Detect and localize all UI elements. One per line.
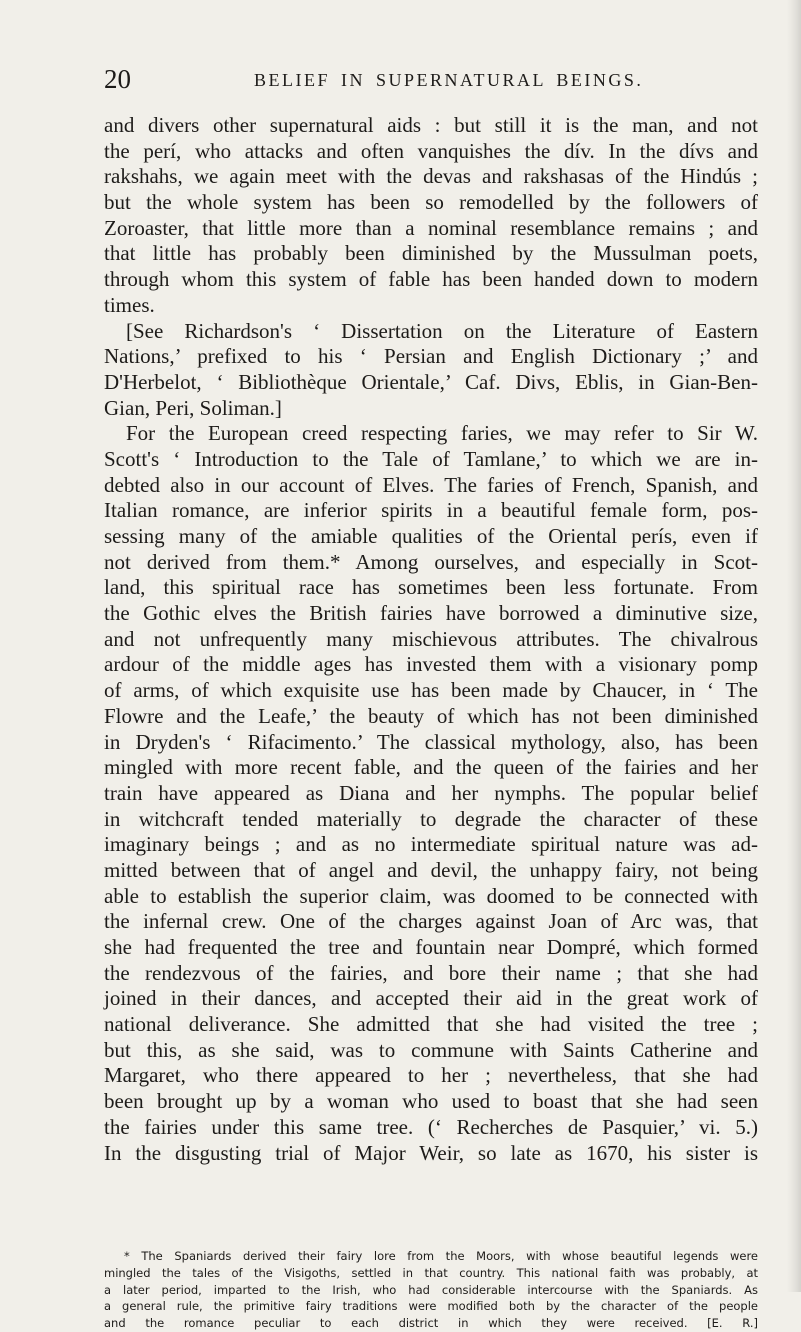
- text-line: and not unfrequently many mischievous attributes. The chivalrous: [104, 626, 758, 651]
- text-line: the Gothic elves the British fairies have borrowed a diminutive size,: [104, 601, 758, 626]
- text-line: in Dryden's ‘ Rifacimento.’ The classical mythology, also, has been: [104, 729, 758, 754]
- text-line: debted also in our account of Elves. The faries of French, Spanish, and: [104, 472, 758, 497]
- text-line: joined in their dances, and accepted their aid in the great work of: [104, 986, 758, 1011]
- page-header: [104, 64, 758, 94]
- page-edge-shadow: [787, 0, 801, 1292]
- text-line: imaginary beings ; and as no intermediate spiritual nature was ad-: [104, 832, 758, 857]
- text-line: the perí, who attacks and often vanquishes the dív. In the dívs and: [104, 138, 758, 163]
- footnote-line: a general rule, the primitive fairy traditions were modified both by the character of the people: [104, 1299, 758, 1314]
- text-line: mitted between that of angel and devil, the unhappy fairy, not being: [104, 857, 758, 882]
- text-line: able to establish the superior claim, was doomed to be connected with: [104, 883, 758, 908]
- text-line: land, this spiritual race has sometimes been less fortunate. From: [104, 575, 758, 600]
- footnote-line: and the romance peculiar to each district in which they were received. [E. R.]: [104, 1316, 758, 1331]
- text-line: Flowre and the Leafe,’ the beauty of which has not been diminished: [104, 703, 758, 728]
- text-line: Scott's ‘ Introduction to the Tale of Tamlane,’ to which we are in-: [104, 446, 758, 471]
- text-line: Gian, Peri, Soliman.]: [104, 395, 282, 420]
- text-line: rakshahs, we again meet with the devas and rakshasas of the Hindús ;: [104, 164, 758, 189]
- footnote-line: * The Spaniards derived their fairy lore from the Moors, with whose beautiful legends were: [124, 1249, 758, 1263]
- text-line: [See Richardson's ‘ Dissertation on the Literature of Eastern: [126, 318, 758, 343]
- footnote-line: a later period, imparted to the Irish, who had considerable intercourse with the Spaniards. As: [104, 1282, 758, 1297]
- text-line: Zoroaster, that little more than a nominal resemblance remains ; and: [104, 215, 758, 240]
- text-line: In the disgusting trial of Major Weir, so late as 1670, his sister is: [104, 1140, 758, 1165]
- text-line: the fairies under this same tree. (‘ Recherches de Pasquier,’ vi. 5.): [104, 1114, 758, 1139]
- text-line: in witchcraft tended materially to degrade the character of these: [104, 806, 758, 831]
- text-line: Nations,’ prefixed to his ‘ Persian and English Dictionary ;’ and: [104, 344, 758, 369]
- text-line: the infernal crew. One of the charges against Joan of Arc was, that: [104, 909, 758, 934]
- text-line: ardour of the middle ages has invested them with a visionary pomp: [104, 652, 758, 677]
- text-line: mingled with more recent fable, and the queen of the fairies and her: [104, 755, 758, 780]
- text-line: national deliverance. She admitted that she had visited the tree ;: [104, 1012, 758, 1037]
- page-number: 20: [104, 64, 131, 94]
- text-line: that little has probably been diminished by the Mussulman poets,: [104, 241, 758, 266]
- text-line: through whom this system of fable has been handed down to modern: [104, 267, 758, 292]
- text-line: D'Herbelot, ‘ Bibliothèque Orientale,’ Caf. Divs, Eblis, in Gian-Ben-: [104, 369, 758, 394]
- text-line: but the whole system has been so remodelled by the followers of: [104, 190, 758, 215]
- text-line: of arms, of which exquisite use has been made by Chaucer, in ‘ The: [104, 678, 758, 703]
- text-line: but this, as she said, was to commune with Saints Catherine and: [104, 1037, 758, 1062]
- text-line: times.: [104, 292, 155, 317]
- text-line: not derived from them.* Among ourselves, and especially in Scot-: [104, 549, 758, 574]
- body-text: [104, 113, 758, 1166]
- running-head: BELIEF IN SUPERNATURAL BEINGS.: [254, 70, 644, 90]
- text-line: the rendezvous of the fairies, and bore their name ; that she had: [104, 960, 758, 985]
- text-line: and divers other supernatural aids : but still it is the man, and not: [104, 113, 758, 137]
- text-line: sessing many of the amiable qualities of the Oriental perís, even if: [104, 524, 758, 548]
- text-line: been brought up by a woman who used to boast that she had seen: [104, 1089, 758, 1114]
- footnote: [104, 1248, 758, 1332]
- text-line: Margaret, who there appeared to her ; nevertheless, that she had: [104, 1063, 758, 1088]
- text-line: she had frequented the tree and fountain near Dompré, which formed: [104, 935, 758, 959]
- text-line: For the European creed respecting faries, we may refer to Sir W.: [126, 421, 758, 446]
- footnote-line: mingled the tales of the Visigoths, settled in that country. This national faith was probably, at: [104, 1265, 758, 1280]
- text-line: train have appeared as Diana and her nymphs. The popular belief: [104, 780, 758, 805]
- text-line: Italian romance, are inferior spirits in a beautiful female form, pos-: [104, 498, 758, 523]
